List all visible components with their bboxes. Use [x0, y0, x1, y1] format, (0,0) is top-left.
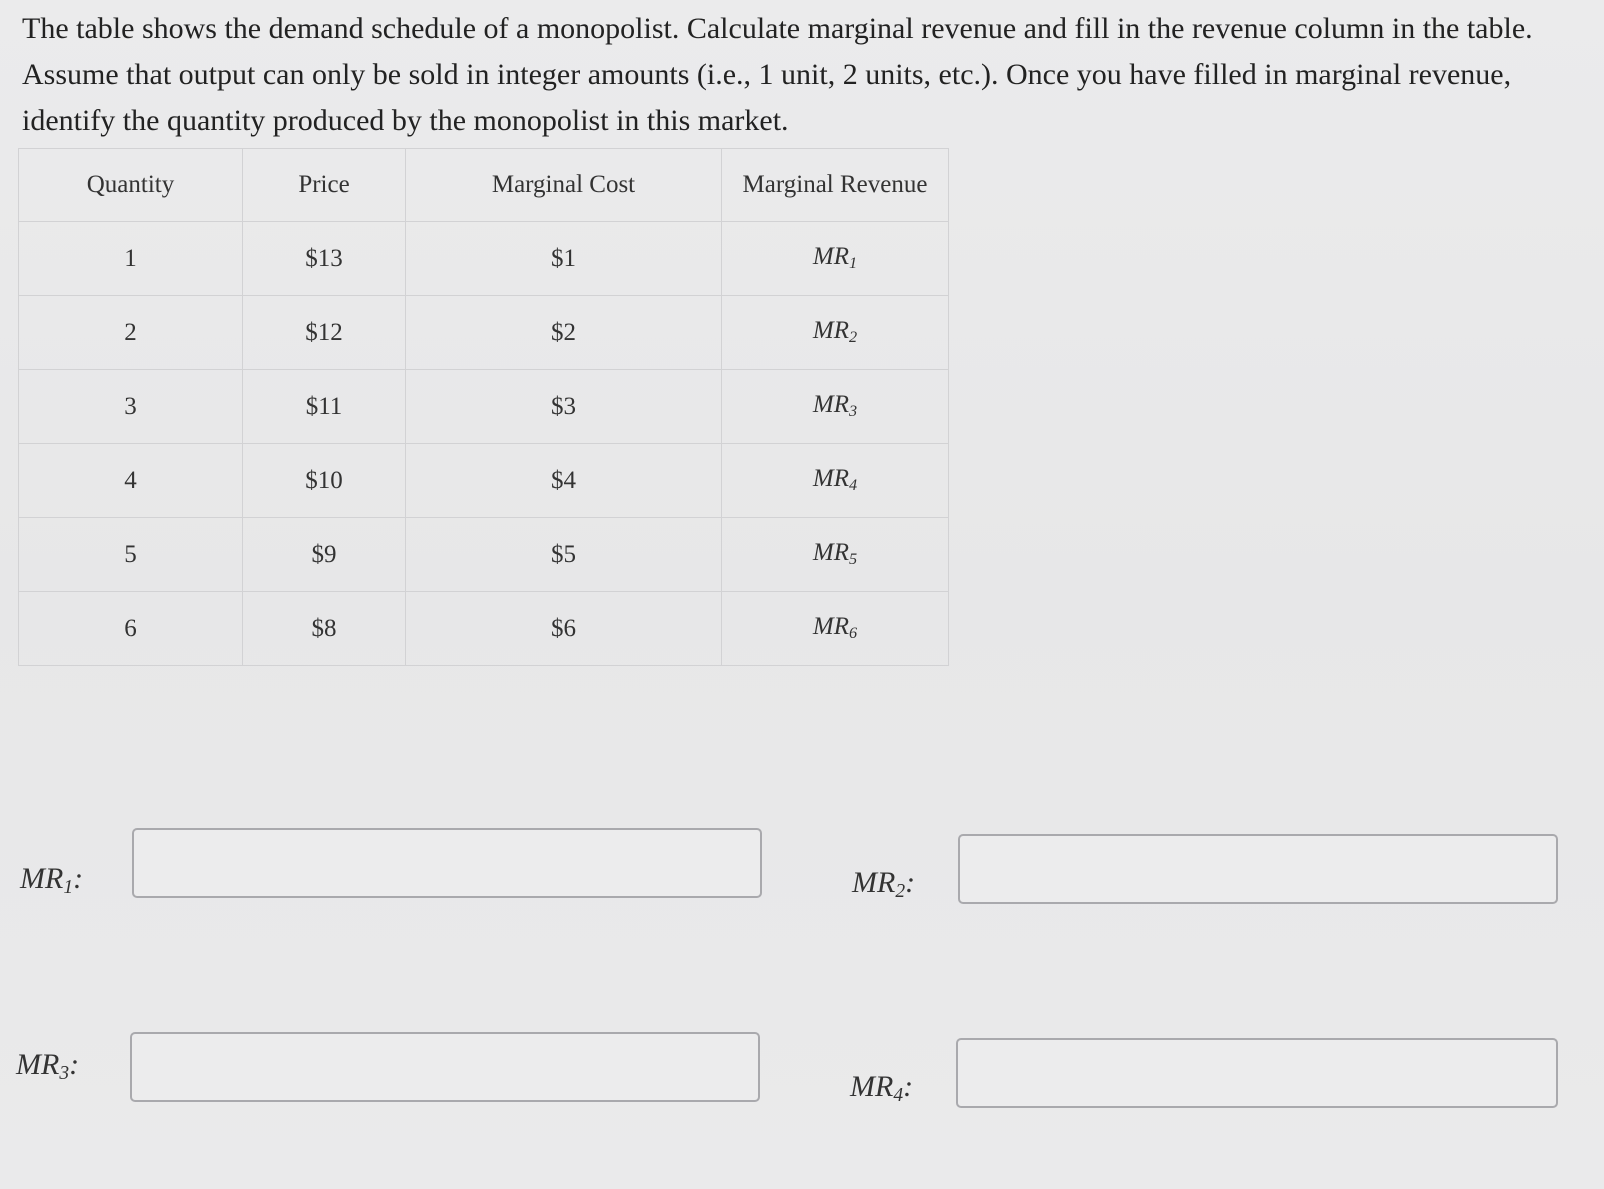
- mr-subscript: 1: [63, 876, 74, 898]
- mr3-label: [16, 1048, 79, 1085]
- cell-marginal-cost: $1: [406, 222, 722, 296]
- cell-quantity: 4: [19, 444, 243, 518]
- mr-symbol: MR: [812, 317, 849, 345]
- mr4-input[interactable]: [956, 1038, 1558, 1108]
- question-line-1: The table shows the demand schedule of a monopolist. Calculate marginal revenue and fill in the revenue column in the table.: [22, 12, 1533, 45]
- demand-schedule-table: [18, 148, 949, 666]
- cell-quantity: 1: [19, 222, 243, 296]
- mr-subscript: 2: [848, 328, 858, 347]
- question-text: [22, 6, 1582, 144]
- table-header-row: [19, 149, 949, 222]
- label-colon: :: [903, 1070, 914, 1103]
- mr1-input[interactable]: [132, 828, 762, 898]
- cell-marginal-revenue: [722, 518, 949, 592]
- cell-price: $10: [243, 444, 406, 518]
- table-row: [19, 518, 949, 592]
- question-line-3: identify the quantity produced by the monopolist in this market.: [22, 104, 789, 137]
- mr-subscript: 4: [848, 476, 858, 495]
- header-price: Price: [243, 149, 406, 222]
- mr-symbol: MR: [812, 613, 849, 641]
- mr-symbol: MR: [812, 243, 849, 271]
- cell-quantity: 2: [19, 296, 243, 370]
- mr2-label: [852, 866, 915, 903]
- table-row: [19, 444, 949, 518]
- table-row: [19, 296, 949, 370]
- cell-marginal-cost: $3: [406, 370, 722, 444]
- mr-symbol: MR: [16, 1048, 60, 1081]
- mr-symbol: MR: [850, 1070, 894, 1103]
- cell-price: $11: [243, 370, 406, 444]
- table-row: [19, 592, 949, 666]
- label-colon: :: [69, 1048, 80, 1081]
- cell-marginal-revenue: [722, 444, 949, 518]
- mr-subscript: 1: [848, 254, 858, 273]
- question-line-2: Assume that output can only be sold in integer amounts (i.e., 1 unit, 2 units, etc.). Once you have filled in marginal revenue,: [22, 58, 1512, 91]
- mr-symbol: MR: [852, 866, 896, 899]
- cell-price: $12: [243, 296, 406, 370]
- header-quantity: Quantity: [19, 149, 243, 222]
- cell-price: $13: [243, 222, 406, 296]
- mr3-input[interactable]: [130, 1032, 760, 1102]
- header-marginal-cost: Marginal Cost: [406, 149, 722, 222]
- mr-subscript: 6: [848, 624, 858, 643]
- mr-subscript: 4: [893, 1084, 904, 1106]
- cell-marginal-revenue: [722, 592, 949, 666]
- cell-marginal-cost: $6: [406, 592, 722, 666]
- cell-quantity: 5: [19, 518, 243, 592]
- mr-symbol: MR: [812, 539, 849, 567]
- mr-subscript: 3: [59, 1062, 70, 1084]
- cell-marginal-revenue: [722, 296, 949, 370]
- table-row: [19, 370, 949, 444]
- cell-marginal-revenue: [722, 370, 949, 444]
- cell-marginal-cost: $2: [406, 296, 722, 370]
- cell-marginal-revenue: [722, 222, 949, 296]
- cell-price: $8: [243, 592, 406, 666]
- cell-marginal-cost: $4: [406, 444, 722, 518]
- cell-quantity: 6: [19, 592, 243, 666]
- label-colon: :: [905, 866, 916, 899]
- mr-symbol: MR: [812, 391, 849, 419]
- mr4-label: [850, 1070, 913, 1107]
- label-colon: :: [73, 862, 84, 895]
- mr1-label: [20, 862, 83, 899]
- mr-subscript: 3: [848, 402, 858, 421]
- mr-subscript: 2: [895, 880, 906, 902]
- mr-symbol: MR: [20, 862, 64, 895]
- mr-symbol: MR: [812, 465, 849, 493]
- cell-marginal-cost: $5: [406, 518, 722, 592]
- table-row: [19, 222, 949, 296]
- mr-subscript: 5: [848, 550, 858, 569]
- mr2-input[interactable]: [958, 834, 1558, 904]
- cell-price: $9: [243, 518, 406, 592]
- cell-quantity: 3: [19, 370, 243, 444]
- header-marginal-revenue: Marginal Revenue: [722, 149, 949, 222]
